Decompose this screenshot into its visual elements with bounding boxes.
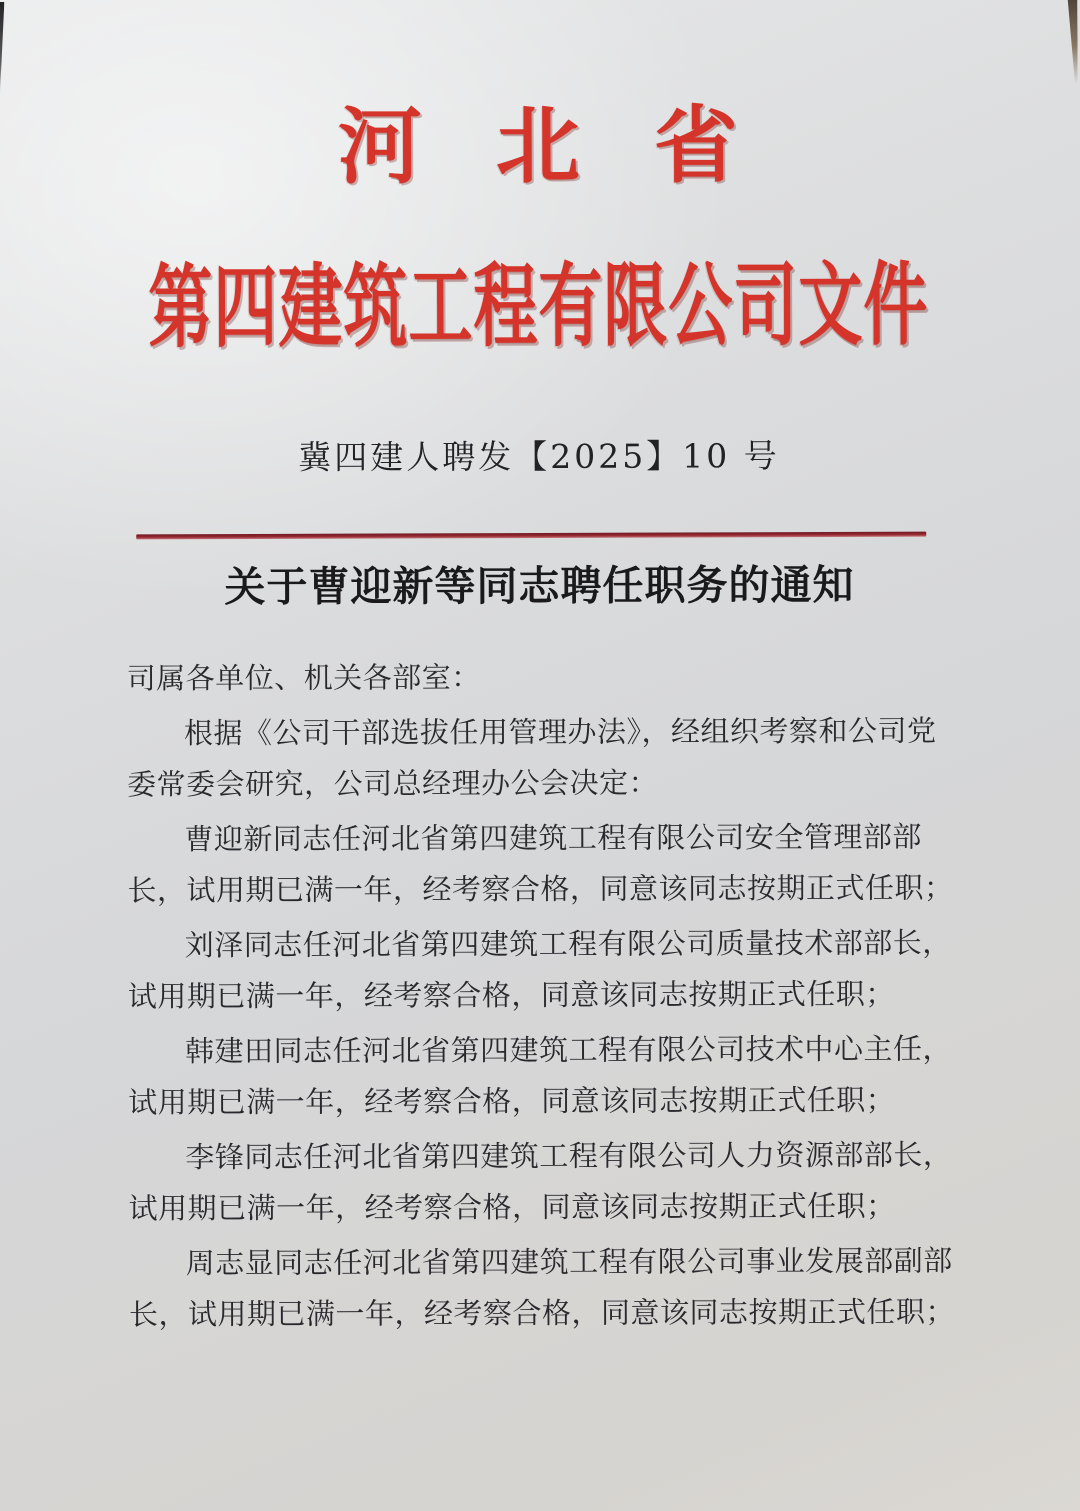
body-line: 长，试用期已满一年，经考察合格，同意该同志按期正式任职； [127,870,954,908]
body-line-salutation: 司属各单位、机关各部室： [126,660,481,696]
body-line: 委常委会研究，公司总经理办公会决定： [127,765,659,802]
body-line: 试用期已满一年，经考察合格，同意该同志按期正式任职； [128,1082,896,1120]
body-line: 根据《公司干部选拔任用管理办法》，经组织考察和公司党 [183,713,937,751]
letterhead-region [0,95,1078,196]
body-line: 长，试用期已满一年，经考察合格，同意该同志按期正式任职； [128,1294,956,1332]
document-number: 冀四建人聘发【2025】10 号 [298,436,780,477]
body-line: 韩建田同志任河北省第四建筑工程有限公司技术中心主任， [184,1031,953,1069]
letterhead-region-text: 河北省 [337,95,813,196]
paper-edge-left [0,2,5,98]
red-separator-rule [136,532,926,540]
paper-edge-right [1064,0,1077,84]
body-line: 试用期已满一年，经考察合格，同意该同志按期正式任职； [128,1188,896,1226]
notice-title: 关于曹迎新等同志聘任职务的通知 [224,560,855,612]
body-line: 曹迎新同志任河北省第四建筑工程有限公司安全管理部部 [184,819,922,857]
letterhead-org-title: 第四建筑工程有限公司文件 [148,252,929,362]
notice-body [127,651,959,1341]
body-line: 周志显同志任河北省第四建筑工程有限公司事业发展部副部 [185,1243,953,1281]
body-line: 李锋同志任河北省第四建筑工程有限公司人力资源部部长， [185,1137,953,1175]
body-line: 试用期已满一年，经考察合格，同意该同志按期正式任职； [127,976,895,1014]
body-line: 刘泽同志任河北省第四建筑工程有限公司质量技术部部长， [184,925,952,963]
